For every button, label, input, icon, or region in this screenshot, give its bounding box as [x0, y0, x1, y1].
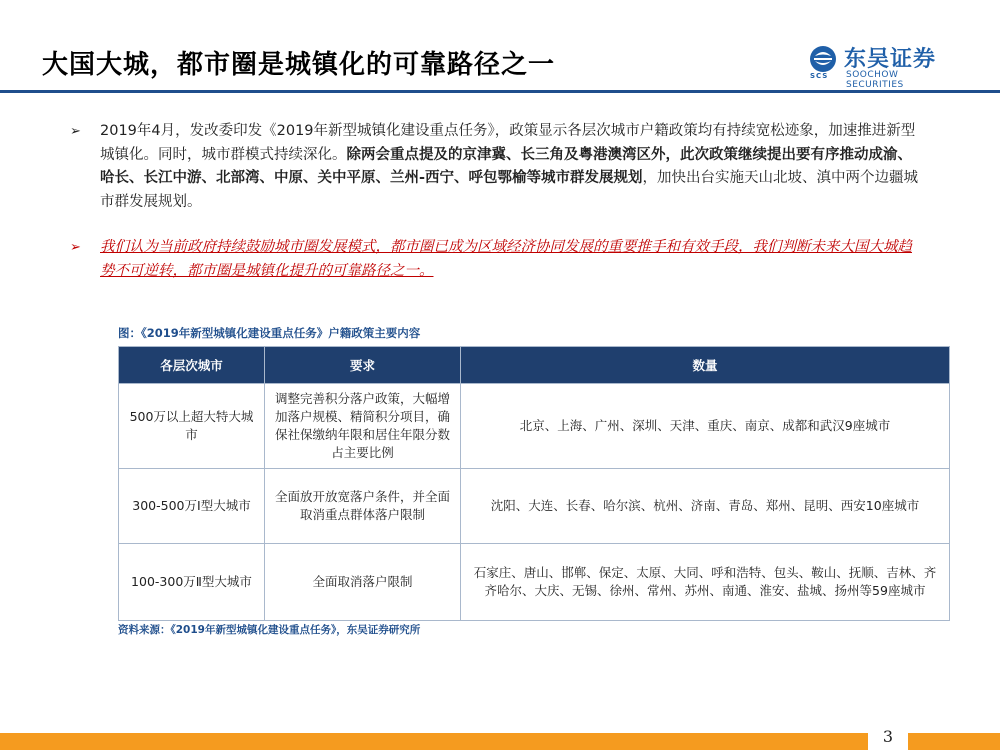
bullet-policy-summary — [70, 120, 920, 214]
soochow-logo-icon — [808, 44, 838, 74]
cell-city-tier: 100-300万Ⅱ型大城市 — [119, 544, 265, 621]
cell-requirement: 调整完善积分落户政策，大幅增加落户规模、精简积分项目，确保社保缴纳年限和居住年限分数占主要比例 — [265, 384, 461, 469]
table-row — [119, 384, 950, 469]
arrow-bullet-icon: ➢ — [70, 124, 81, 139]
header-divider — [0, 90, 1000, 93]
bullet-text — [100, 120, 920, 214]
logo-abbr: SCS — [810, 72, 829, 80]
column-header-quantity: 数量 — [461, 347, 950, 384]
cell-quantity: 石家庄、唐山、邯郸、保定、太原、大同、呼和浩特、包头、鞍山、抚顺、吉林、齐齐哈尔、大庆、无锡、徐州、常州、苏州、南通、淮安、盐城、扬州等59座城市 — [461, 544, 950, 621]
table-header-row — [119, 347, 950, 384]
bullet-text-tail: ，加快出台实施天山北坡、滇中两个边疆城市群发展规划。 — [100, 170, 919, 210]
cell-requirement: 全面取消落户限制 — [265, 544, 461, 621]
cell-requirement: 全面放开放宽落户条件，并全面取消重点群体落户限制 — [265, 469, 461, 544]
column-header-requirement: 要求 — [265, 347, 461, 384]
cell-quantity: 北京、上海、广州、深圳、天津、重庆、南京、成都和武汉9座城市 — [461, 384, 950, 469]
bullet-text-plain: 2019年4月，发改委印发《2019年新型城镇化建设重点任务》，政策显示各层次城市户籍政策均有持续宽松迹象，加速推进新型城镇化。同时，城市群模式持续深化。 — [100, 123, 916, 163]
footer-bar — [0, 733, 1000, 750]
logo-chinese-name: 东吴证券 — [844, 47, 937, 72]
column-header-city-tier: 各层次城市 — [119, 347, 265, 384]
cell-quantity: 沈阳、大连、长春、哈尔滨、杭州、济南、青岛、郑州、昆明、西安10座城市 — [461, 469, 950, 544]
policy-table — [118, 346, 950, 621]
cell-city-tier: 300-500万Ⅰ型大城市 — [119, 469, 265, 544]
cell-city-tier: 500万以上超大特大城市 — [119, 384, 265, 469]
data-source-note: 资料来源：《2019年新型城镇化建设重点任务》，东吴证券研究所 — [118, 624, 421, 636]
bullet-text-bold: 除两会重点提及的京津冀、长三角及粤港澳湾区外，此次政策继续提出要有序推动成渝、哈长、长江中游、北部湾、中原、关中平原、兰州-西宁、呼包鄂榆等城市群发展规划 — [100, 146, 912, 186]
table-row — [119, 469, 950, 544]
page-title: 大国大城，都市圈是城镇化的可靠路径之一 — [42, 50, 556, 80]
figure-title: 图：《2019年新型城镇化建设重点任务》户籍政策主要内容 — [118, 326, 421, 340]
company-logo — [808, 44, 958, 90]
logo-english-name: SOOCHOW SECURITIES — [846, 70, 904, 90]
arrow-bullet-icon: ➢ — [70, 240, 81, 255]
bullet-conclusion — [70, 236, 920, 283]
page-number: 3 — [868, 724, 908, 750]
conclusion-text: 我们认为当前政府持续鼓励城市圈发展模式，都市圈已成为区域经济协同发展的重要推手和有效手段，我们判断未来大国大城趋势不可逆转，都市圈是城镇化提升的可靠路径之一。 — [100, 239, 912, 279]
table-row — [119, 544, 950, 621]
